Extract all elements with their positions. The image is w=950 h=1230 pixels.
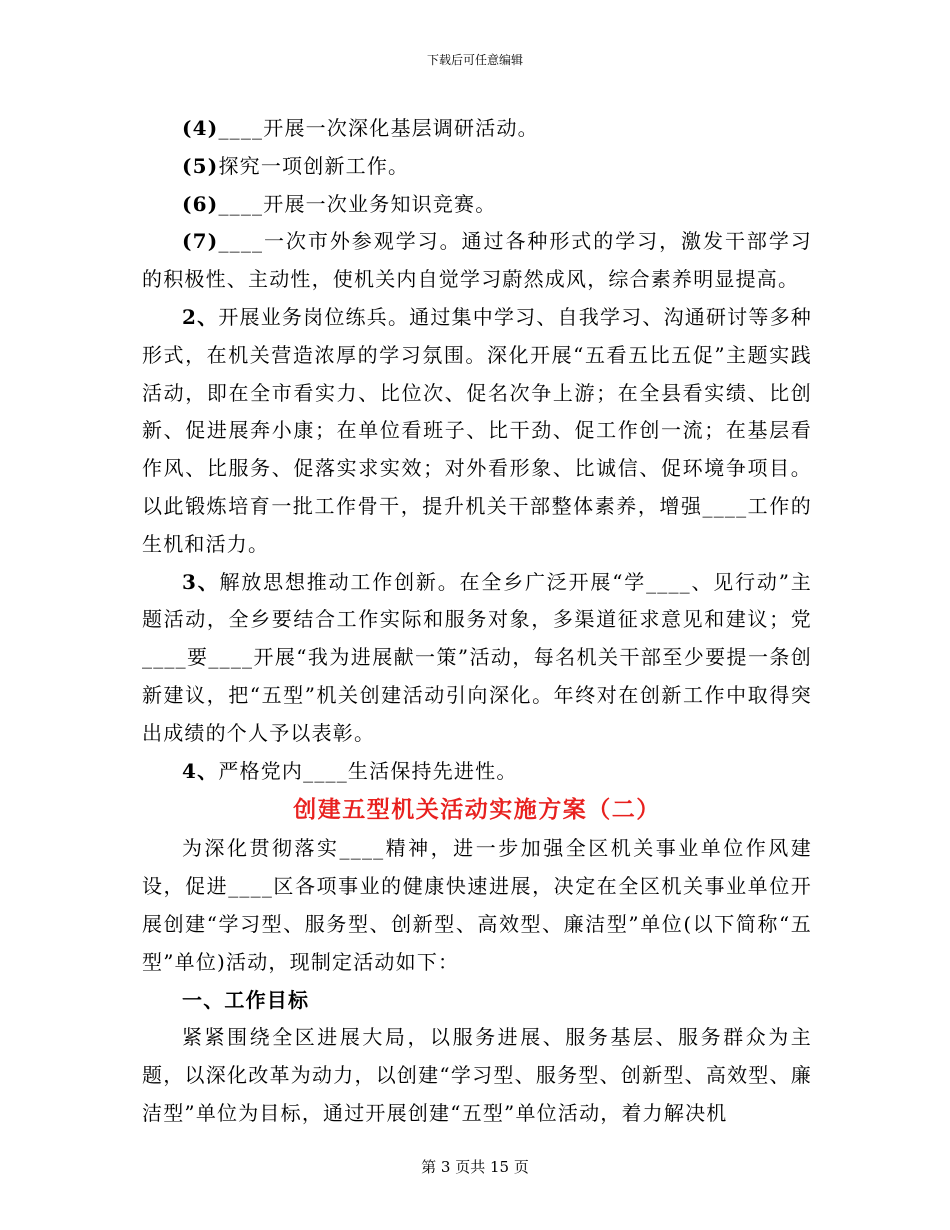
list-item-5 — [142, 148, 812, 186]
document-body — [142, 110, 812, 1133]
intro-paragraph: 为深化贯彻落实____精神，进一步加强全区机关事业单位作风建设，促进____区各项事业的健康快速进展，决定在全区机关事业单位开展创建“学习型、服务型、创新型、高效型、廉洁型”单位(以下简称“五型”单位)活动，现制定活动如下： — [142, 836, 812, 974]
page-footer: 第 3 页共 15 页 — [421, 1158, 529, 1176]
item-label: (5) — [182, 153, 219, 178]
item-label: 2、 — [182, 304, 219, 329]
item-text: 解放思想推动工作创新。在全乡广泛开展“学____、见行动”主题活动，全乡要结合工作实际和服务对象，多渠道征求意见和建议；党____要____开展“我为进展献一策”活动，每名机关干部至少要提一条创新建议，把“五型”机关创建活动引向深化。年终对在创新工作中取得突出成绩的个人予以表彰。 — [142, 569, 812, 745]
heading-work-goals: 一、工作目标 — [182, 987, 310, 1012]
item-text: 开展业务岗位练兵。通过集中学习、自我学习、沟通研讨等多种形式，在机关营造浓厚的学习氛围。深化开展“五看五比五促”主题实践活动，即在全市看实力、比位次、促名次争上游；在全县看实绩、比创新、促进展奔小康；在单位看班子、比干劲、促工作创一流；在基层看作风、比服务、促落实求实效；对外看形象、比诚信、促环境争项目。以此锻炼培育一批工作骨干，提升机关干部整体素养，增强____工作的生机和活力。 — [142, 304, 812, 556]
item-label: 3、 — [182, 569, 220, 594]
item-label: (4) — [182, 116, 219, 140]
item-text: ____一次市外参观学习。通过各种形式的学习，激发干部学习的积极性、主动性，使机关内自觉学习蔚然成风，综合素养明显提高。 — [142, 229, 812, 292]
list-item-6 — [142, 186, 812, 224]
list-item-7 — [142, 223, 812, 299]
item-text: 探究一项创新工作。 — [218, 153, 410, 178]
item-label: (7) — [182, 229, 219, 254]
body-paragraph: 紧紧围绕全区进展大局，以服务进展、服务基层、服务群众为主题，以深化改革为动力，以创建“学习型、服务型、创新型、高效型、廉洁型”单位为目标，通过开展创建“五型”单位活动，着力解决机 — [142, 1025, 812, 1125]
page-header: 下载后可任意编辑 — [426, 53, 523, 67]
item-text: ____开展一次深化基层调研活动。 — [218, 116, 539, 140]
section-item-2 — [142, 299, 812, 564]
section-item-3 — [142, 564, 812, 753]
list-item-4 — [142, 110, 812, 148]
item-label: (6) — [182, 191, 219, 216]
section-title: 创建五型机关活动实施方案（二） — [293, 796, 661, 824]
item-text: ____开展一次业务知识竞赛。 — [218, 191, 497, 216]
section-item-4 — [142, 753, 812, 791]
item-text: 严格党内____生活保持先进性。 — [218, 758, 518, 783]
item-label: 4、 — [182, 758, 219, 783]
